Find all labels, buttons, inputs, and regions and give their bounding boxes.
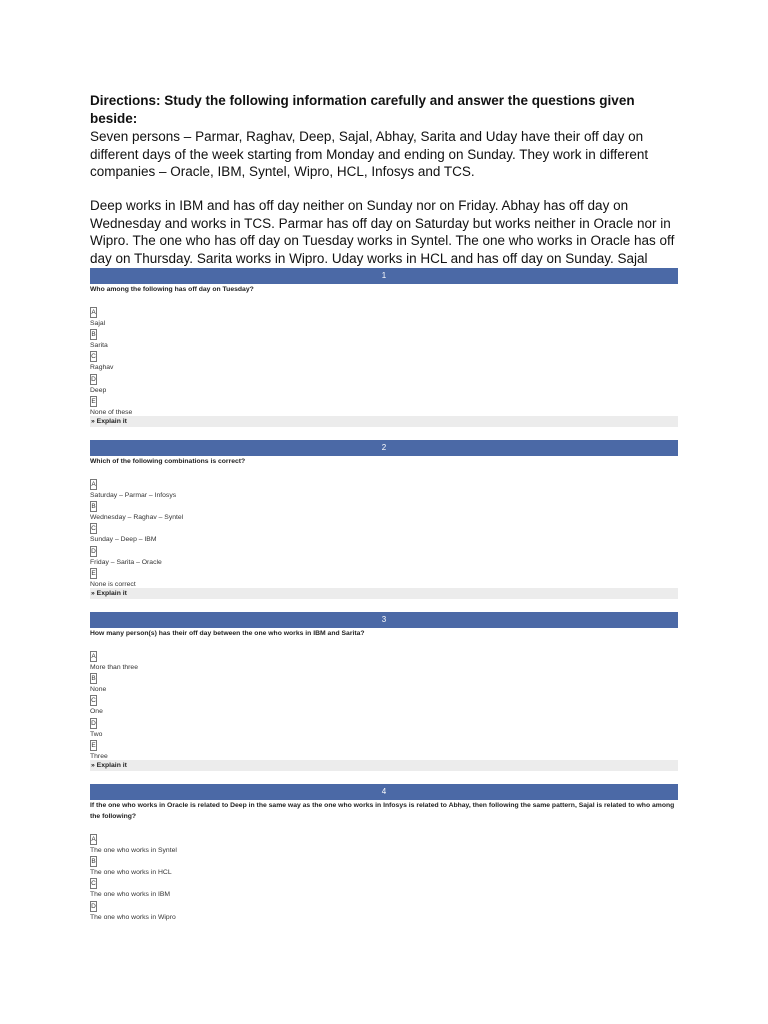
option-b-text: Sarita [90,342,108,350]
option-e-text: None of these [90,408,133,416]
question-1-options [90,307,390,418]
option-b-radio[interactable]: B [91,331,96,339]
option-e-radio[interactable]: E [91,569,96,577]
option-c-radio[interactable]: C [91,525,96,533]
option-d-text: Friday – Sarita – Oracle [90,558,162,566]
option-c-text: The one who works in IBM [90,891,171,899]
option-b-radio[interactable]: B [91,858,96,866]
option-c-text: One [90,708,103,716]
clues-paragraph: Deep works in IBM and has off day neither on Sunday nor on Friday. Abhay has off day on Wednesday and works in TCS. Parmar has off day on Saturday but works neither in Oracle nor in Wipro. The one who has off day on Tuesday works in Syntel. The one who works in Oracle has off day on Thursday. Sarita works in Wipro. Uday works in HCL and has off day on Sunday. Sajal [90,198,675,266]
option-a-text: More than three [90,664,138,671]
option-a-text: Saturday – Parmar – Infosys [90,492,177,499]
question-1-text: Who among the following has off day on Tuesday? [90,286,254,293]
option-e-radio[interactable]: E [91,741,96,749]
option-c-radio[interactable]: C [91,353,96,361]
option-e-radio[interactable]: E [91,397,96,405]
question-1-header: 1 [90,268,678,284]
option-d-text: Two [90,730,103,738]
option-d-radio[interactable]: D [91,375,96,383]
option-d-radio[interactable]: D [91,719,96,727]
question-2-header: 2 [90,440,678,456]
option-b-text: None [90,686,107,694]
option-a-radio[interactable]: A [91,836,96,843]
option-a-text: The one who works in Syntel [90,847,177,854]
option-a-text: Sajal [90,320,106,327]
question-4-header: 4 [90,784,678,800]
option-d-radio[interactable]: D [91,547,96,555]
explain-it-link[interactable]: » Explain it [90,760,678,771]
option-e-text: None is correct [90,580,136,588]
option-c-text: Raghav [90,364,114,372]
option-d-radio[interactable]: D [91,902,96,910]
explain-it-link[interactable]: » Explain it [90,416,678,427]
question-4-options [90,834,390,923]
option-b-radio[interactable]: B [91,503,96,511]
option-b-text: The one who works in HCL [90,869,172,877]
option-d-text: Deep [90,386,107,394]
question-3-header: 3 [90,612,678,628]
option-a-radio[interactable]: A [91,309,96,316]
option-e-text: Three [90,752,108,760]
question-2-options [90,479,390,590]
option-b-radio[interactable]: B [91,675,96,683]
explain-it-link[interactable]: » Explain it [90,588,678,599]
option-a-radio[interactable]: A [91,481,96,488]
question-2-text: Which of the following combinations is correct? [90,458,246,465]
option-c-radio[interactable]: C [91,880,96,888]
question-4-text: If the one who works in Oracle is related to Deep in the same way as the one who works in Infosys is related to Abhay, then following the same pattern, Sajal is related to who among the following? [90,802,675,820]
option-a-radio[interactable]: A [91,653,96,660]
option-d-text: The one who works in Wipro [90,913,176,921]
intro-paragraph: Seven persons – Parmar, Raghav, Deep, Sajal, Abhay, Sarita and Uday have their off day on different days of the week starting from Monday and ending on Sunday. They work in different companies – Oracle, IBM, Syntel, Wipro, HCL, Infosys and TCS. [90,129,649,179]
option-c-text: Sunday – Deep – IBM [90,536,157,544]
option-b-text: Wednesday – Raghav – Syntel [90,514,184,522]
question-3-text: How many person(s) has their off day between the one who works in IBM and Sarita? [90,630,365,637]
directions-heading: Directions: Study the following information carefully and answer the questions given beside: [90,93,635,126]
option-c-radio[interactable]: C [91,697,96,705]
question-3-options [90,651,390,762]
